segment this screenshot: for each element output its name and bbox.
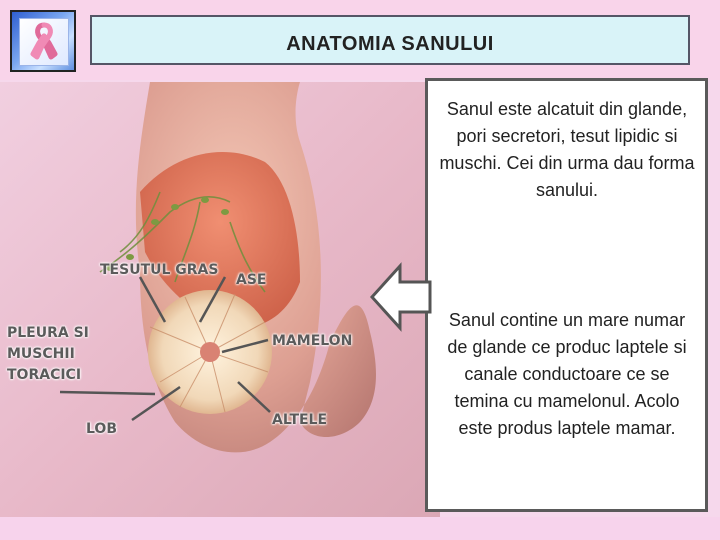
title-box xyxy=(90,15,690,65)
page-title: ANATOMIA SANULUI xyxy=(286,32,494,55)
logo-frame xyxy=(19,18,69,66)
description-paragraph-2: Sanul contine un mare numar de glande ce produc laptele si canale conductoare ce se temina cu mamelonul. Acolo este produs laptele mamar. xyxy=(447,310,687,438)
logo xyxy=(10,10,76,72)
label-pleura-1: PLEURA SI xyxy=(7,325,89,341)
description-panel xyxy=(425,78,708,512)
label-mamelon: MAMELON xyxy=(272,333,353,349)
label-altele: ALTELE xyxy=(272,412,328,428)
footer-band xyxy=(0,517,720,540)
label-pleura-2: MUSCHII xyxy=(7,346,75,362)
label-pleura-3: TORACICI xyxy=(7,367,82,383)
pink-ribbon-icon xyxy=(20,19,68,65)
description-paragraph-1: Sanul este alcatuit din glande, pori secretori, tesut lipidic si muschi. Cei din urma dau forma sanului. xyxy=(439,99,695,200)
label-ase: ASE xyxy=(236,272,267,288)
label-tesut-gras: TESUTUL GRAS xyxy=(100,262,219,278)
arrow-left-icon xyxy=(370,262,440,332)
label-lob: LOB xyxy=(86,421,117,437)
nipple-shape xyxy=(200,342,220,362)
